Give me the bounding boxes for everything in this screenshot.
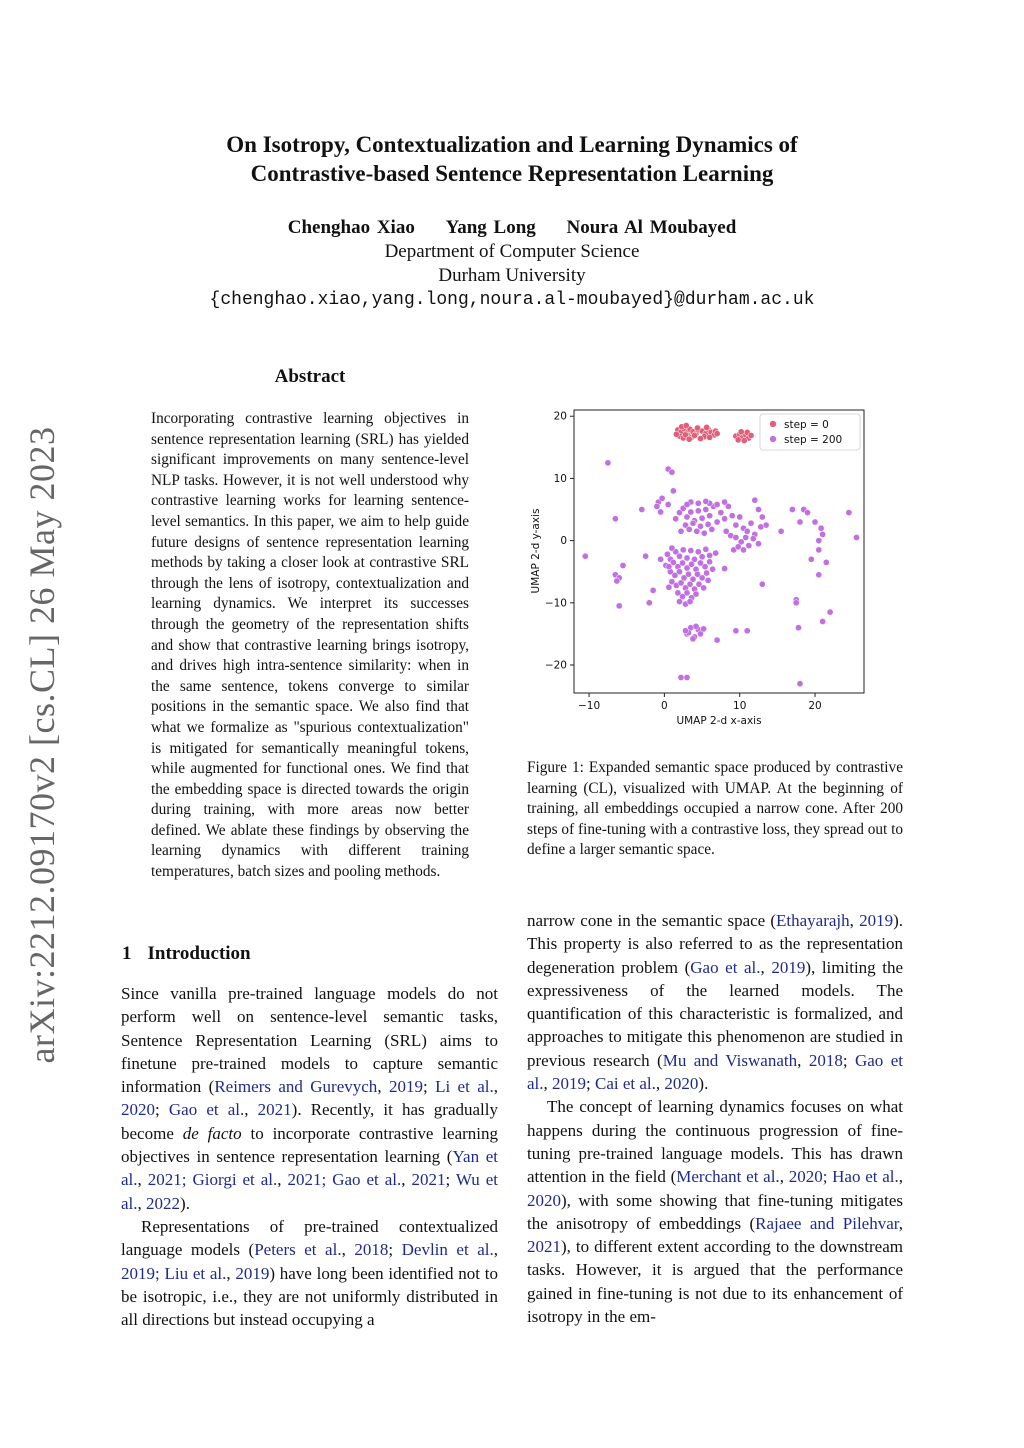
scatter-point-step-200 (729, 513, 735, 519)
scatter-point-step-200 (701, 585, 707, 591)
scatter-point-step-200 (816, 538, 822, 544)
scatter-point-step-200 (670, 488, 676, 494)
scatter-point-step-200 (820, 618, 826, 624)
scatter-point-step-200 (744, 528, 750, 534)
scatter-point-step-200 (697, 523, 703, 529)
citation-link[interactable]: 2022 (146, 1193, 181, 1213)
scatter-point-step-200 (699, 515, 705, 521)
scatter-point-step-200 (690, 636, 696, 642)
citation-link[interactable]: 2020 (121, 1100, 155, 1120)
scatter-point-step-200 (722, 516, 728, 522)
scatter-point-step-200 (659, 495, 665, 501)
citation-link[interactable]: Merchant et al. (676, 1167, 780, 1187)
scatter-point-step-200 (733, 534, 739, 540)
scatter-point-step-200 (650, 587, 656, 593)
scatter-point-step-200 (688, 548, 694, 554)
scatter-point-step-200 (759, 581, 765, 587)
scatter-point-step-200 (699, 575, 705, 581)
citation-link[interactable]: 2018 (808, 1050, 843, 1070)
scatter-point-step-200 (695, 500, 701, 506)
scatter-point-step-200 (684, 674, 690, 680)
y-axis-label: UMAP 2-d y-axis (530, 508, 542, 594)
scatter-point-step-200 (707, 552, 713, 558)
section-title: Introduction (147, 943, 251, 964)
scatter-point-step-200 (639, 506, 645, 512)
abstract-text: Incorporating contrastive learning objectives in sentence representation learning (SRL) has yielded significant improvements on many sentence-level NLP tasks. However, it is not well understood why contrastive learning works for learning sentence-level semantics. In this paper, we aim to help guide future designs of sentence representation learning methods by taking a closer look at contrastive SRL through the lens of isotropy, contextualization and learning dynamics. We interpret its successes through the geometry of the representation shifts and show that contrastive learning brings isotropy, and drives high intra-sentence similarity: when in the same sentence, tokens converge to similar positions in the semantic space. We also find that what we formalize as "spurious contextualization" is mitigated for semantically meaningful tokens, while augmented for functional ones. We find that the embedding space is directed towards the origin during training, with more areas now better defined. We ablate these findings by observing the learning dynamics with different training temperatures, batch sizes and pooling methods. (151, 410, 469, 881)
scatter-point-step-200 (804, 510, 810, 516)
scatter-point-step-200 (658, 556, 664, 562)
citation-link[interactable]: 2018 (354, 1240, 389, 1260)
citation-link[interactable]: Gao et al. (690, 957, 761, 977)
scatter-point-step-200 (748, 520, 754, 526)
scatter-point-step-200 (853, 534, 859, 540)
scatter-point-step-200 (690, 520, 696, 526)
y-tick-label: −10 (544, 597, 567, 610)
y-tick-label: 10 (553, 472, 567, 485)
scatter-point-step-200 (688, 561, 694, 567)
scatter-point-step-200 (759, 514, 765, 520)
scatter-point-step-200 (685, 571, 691, 577)
citation-link[interactable]: Yan et al. (121, 1147, 498, 1190)
scatter-point-step-200 (797, 681, 803, 687)
scatter-point-step-200 (705, 577, 711, 583)
author-block (0, 216, 1024, 312)
paper-title (0, 130, 1024, 188)
citation-link[interactable]: Gao et al. (527, 1050, 904, 1094)
scatter-point-step-200 (605, 460, 611, 466)
citation-link[interactable]: 2021; Gao et al. (287, 1170, 402, 1190)
legend (760, 414, 860, 450)
scatter-point-step-200 (709, 526, 715, 532)
scatter-point-step-0 (735, 437, 741, 443)
author-names (0, 216, 1024, 240)
scatter-point-step-0 (691, 432, 697, 438)
scatter-point-step-200 (750, 536, 756, 542)
citation-link[interactable]: Peters et al. (254, 1240, 342, 1260)
legend-marker-step-0 (770, 421, 776, 427)
citation-link[interactable]: 2019 (388, 1077, 423, 1097)
scatter-point-step-0 (704, 424, 710, 430)
scatter-point-step-0 (686, 436, 692, 442)
scatter-point-step-200 (713, 550, 719, 556)
scatter-point-step-200 (676, 569, 682, 575)
scatter-point-step-200 (733, 522, 739, 528)
department: Department of Computer Science (384, 241, 640, 262)
author-email: {chenghao.xiao,yang.long,noura.al-moubayed}@durham.ac.uk (209, 290, 815, 310)
citation-link[interactable]: 2019; Liu et al. (121, 1263, 227, 1283)
citation-link[interactable]: 2020 (664, 1074, 699, 1094)
citation-link[interactable]: Gao et al. (168, 1100, 245, 1120)
scatter-point-step-0 (738, 429, 744, 435)
scatter-point-step-200 (699, 554, 705, 560)
title-line-2: Contrastive-based Sentence Representation Learning (250, 161, 774, 186)
scatter-point-step-200 (703, 506, 709, 512)
citation-link[interactable]: 2021 (257, 1100, 292, 1120)
scatter-point-step-200 (643, 553, 649, 559)
scatter-point-step-200 (818, 525, 824, 531)
section-number: 1 (122, 943, 132, 964)
scatter-point-step-200 (688, 509, 694, 515)
scatter-point-step-200 (687, 599, 693, 605)
citation-link[interactable]: Ethayarajh (776, 911, 850, 930)
y-tick-label: 0 (560, 535, 567, 548)
scatter-point-step-200 (827, 609, 833, 615)
scatter-point-step-200 (669, 545, 675, 551)
scatter-point-step-200 (666, 584, 672, 590)
citation-link[interactable]: 2020; Hao et al. (788, 1167, 899, 1187)
scatter-point-step-0 (683, 422, 689, 428)
scatter-point-step-200 (684, 555, 690, 561)
title-line-1: On Isotropy, Contextualization and Learning Dynamics of (226, 132, 798, 157)
scatter-point-step-200 (664, 551, 670, 557)
x-tick-label: 10 (733, 700, 747, 712)
scatter-point-step-200 (693, 623, 699, 629)
scatter-point-step-200 (682, 628, 688, 634)
scatter-point-step-200 (679, 560, 685, 566)
scatter-point-step-200 (714, 637, 720, 643)
scatter-point-step-200 (678, 674, 684, 680)
scatter-point-step-200 (680, 547, 686, 553)
citation-link[interactable]: Mu and Viswanath (662, 1050, 798, 1070)
citation-link[interactable]: Wu et al. (121, 1170, 499, 1213)
scatter-point-step-200 (687, 581, 693, 587)
scatter-point-step-200 (673, 516, 679, 522)
scatter-point-step-200 (646, 600, 652, 606)
scatter-point-step-200 (707, 559, 713, 565)
scatter-point-step-200 (707, 513, 713, 519)
intro-paragraph-3: narrow cone in the semantic space (Ethayarajh, 2019). This property is also referred to as the representation degeneration problem (Gao et al., 2019), limiting the expressiveness of the learned models. The quantification of this characteristic is formalized, and approaches to mitigate this phenomenon are studied in previous research (Mu and Viswanath, 2018; Gao et al., 2019; Cai et al., 2020). (527, 911, 904, 1094)
scatter-point-step-0 (741, 437, 747, 443)
citation-link[interactable]: Reimers and Gurevych (214, 1077, 378, 1097)
x-tick-label: 20 (808, 700, 822, 712)
scatter-point-step-200 (695, 508, 701, 514)
scatter-point-step-200 (669, 469, 675, 475)
citation-link[interactable]: 2019 (552, 1074, 587, 1094)
scatter-point-step-200 (678, 528, 684, 534)
scatter-point-step-200 (737, 514, 743, 520)
figure-1-caption: Figure 1: Expanded semantic space produced by contrastive learning (CL), visualized with UMAP. At the beginning of training, all embeddings occupied a narrow cone. After 200 steps of fine-tuning with a contrastive loss, they spread out to define a larger semantic space. (527, 759, 903, 859)
citation-link[interactable]: Li et al. (435, 1077, 494, 1097)
scatter-point-step-200 (746, 543, 752, 549)
scatter-point-step-200 (740, 547, 746, 553)
citation-link[interactable]: 2020 (527, 1190, 561, 1210)
scatter-point-step-0 (673, 431, 679, 437)
intro-paragraph-2: Representations of pre-trained contextualized language models (Peters et al., 2018; Devlin et al., 2019; Liu et al., 2019) have long been identified not to be isotropic, i.e., they are not uniformly distributed in all directions but instead occupying a (121, 1216, 498, 1330)
scatter-point-step-200 (703, 498, 709, 504)
scatter-point-step-200 (778, 528, 784, 534)
university: Durham University (438, 265, 586, 286)
scatter-point-step-200 (812, 519, 818, 525)
citation-link[interactable]: 2021 (411, 1170, 446, 1190)
citation-link[interactable]: 2019 (235, 1263, 270, 1283)
citation-link[interactable]: 2021; Giorgi et al. (147, 1170, 278, 1190)
right-column-body (527, 909, 903, 1328)
scatter-point-step-200 (846, 510, 852, 516)
author-2: Yang Long (445, 217, 536, 238)
scatter-point-step-200 (582, 553, 588, 559)
y-tick-label: −20 (544, 659, 567, 672)
scatter-point-step-200 (686, 526, 692, 532)
scatter-point-step-200 (703, 546, 709, 552)
scatter-point-step-200 (665, 501, 671, 507)
scatter-point-step-200 (714, 501, 720, 507)
arxiv-id: arXiv:2212.09170v2 [cs.CL] 26 May 2023 (22, 426, 62, 1064)
scatter-point-step-200 (704, 570, 710, 576)
x-tick-label: −10 (577, 700, 601, 712)
citation-link[interactable]: Devlin et al. (401, 1240, 494, 1260)
scatter-point-step-200 (612, 516, 618, 522)
scatter-point-step-200 (710, 566, 716, 572)
scatter-point-step-200 (620, 562, 626, 568)
legend-label-step-0: step = 0 (784, 419, 829, 431)
scatter-point-step-0 (714, 431, 720, 437)
scatter-point-step-200 (820, 531, 826, 537)
scatter-point-step-200 (755, 541, 761, 547)
scatter-point-step-200 (684, 590, 690, 596)
scatter-point-step-200 (701, 626, 707, 632)
scatter-point-step-200 (789, 506, 795, 512)
scatter-point-step-200 (744, 628, 750, 634)
scatter-point-step-200 (752, 497, 758, 503)
scatter-point-step-200 (701, 530, 707, 536)
intro-paragraph-4: The concept of learning dynamics focuses on what happens during the continuous progression of fine-tuning pre-trained language models. This has drawn attention in the field (Merchant et al., 2020; Hao et al., 2020), with some showing that fine-tuning mitigates the anisotropy of embeddings (Rajaee and Pilehvar, 2021), to different extent according to the downstream tasks. However, it is argued that the performance gained in fine-tuning is not due to its enhancement of isotropy in the em- (527, 1097, 904, 1327)
scatter-point-step-200 (614, 578, 620, 584)
scatter-point-step-200 (684, 501, 690, 507)
intro-paragraph-1: Since vanilla pre-trained language models do not perform well on sentence-level semantic tasks, Sentence Representation Learning (SRL) aims to finetune pre-trained models to capture semantic information (Reimers and Gurevych, 2019; Li et al., 2020; Gao et al., 2021). Recently, it has gradually become de facto to incorporate contrastive learning objectives in sentence representation learning (Yan et al., 2021; Giorgi et al., 2021; Gao et al., 2021; Wu et al., 2022). (121, 984, 499, 1213)
figure-1 (522, 400, 902, 740)
scatter-point-step-200 (758, 524, 764, 530)
scatter-point-step-200 (816, 572, 822, 578)
author-1: Chenghao Xiao (287, 217, 415, 238)
scatter-point-step-200 (816, 547, 822, 553)
y-tick-label: 20 (553, 410, 567, 423)
citation-link[interactable]: 2019 (859, 911, 894, 930)
scatter-point-step-200 (755, 506, 761, 512)
scatter-point-step-200 (714, 519, 720, 525)
citation-link[interactable]: 2021 (527, 1237, 561, 1257)
scatter-point-step-200 (808, 556, 814, 562)
citation-link[interactable]: Rajaee and Pilehvar (755, 1213, 899, 1233)
scatter-point-step-200 (616, 603, 622, 609)
left-column-body (121, 982, 498, 1331)
scatter-point-step-200 (743, 534, 749, 540)
umap-scatter-plot (522, 400, 902, 740)
x-tick-label: 0 (661, 700, 668, 712)
scatter-point-step-200 (678, 580, 684, 586)
scatter-point-step-0 (697, 436, 703, 442)
citation-link[interactable]: Cai et al. (595, 1074, 656, 1094)
author-3: Noura Al Moubayed (566, 217, 737, 238)
scatter-point-step-200 (676, 553, 682, 559)
scatter-point-step-200 (722, 499, 728, 505)
scatter-point-step-200 (793, 600, 799, 606)
section-heading (122, 943, 251, 965)
scatter-point-step-200 (676, 599, 682, 605)
scatter-point-step-200 (654, 503, 660, 509)
citation-link[interactable]: 2019 (771, 957, 806, 977)
abstract-heading: Abstract (274, 366, 346, 387)
scatter-point-step-200 (693, 591, 699, 597)
scatter-point-step-200 (795, 625, 801, 631)
scatter-point-step-200 (722, 566, 728, 572)
scatter-point-step-0 (748, 432, 754, 438)
scatter-point-step-0 (694, 425, 700, 431)
legend-marker-step-200 (770, 436, 776, 442)
scatter-point-step-200 (718, 510, 724, 516)
scatter-point-step-200 (702, 564, 708, 570)
scatter-point-step-200 (666, 564, 672, 570)
legend-label-step-200: step = 200 (784, 434, 843, 446)
scatter-point-step-0 (707, 434, 713, 440)
scatter-point-step-200 (733, 628, 739, 634)
scatter-point-step-200 (797, 519, 803, 525)
scatter-point-step-200 (658, 509, 664, 515)
scatter-point-step-200 (823, 559, 829, 565)
x-axis-label: UMAP 2-d x-axis (676, 715, 762, 727)
